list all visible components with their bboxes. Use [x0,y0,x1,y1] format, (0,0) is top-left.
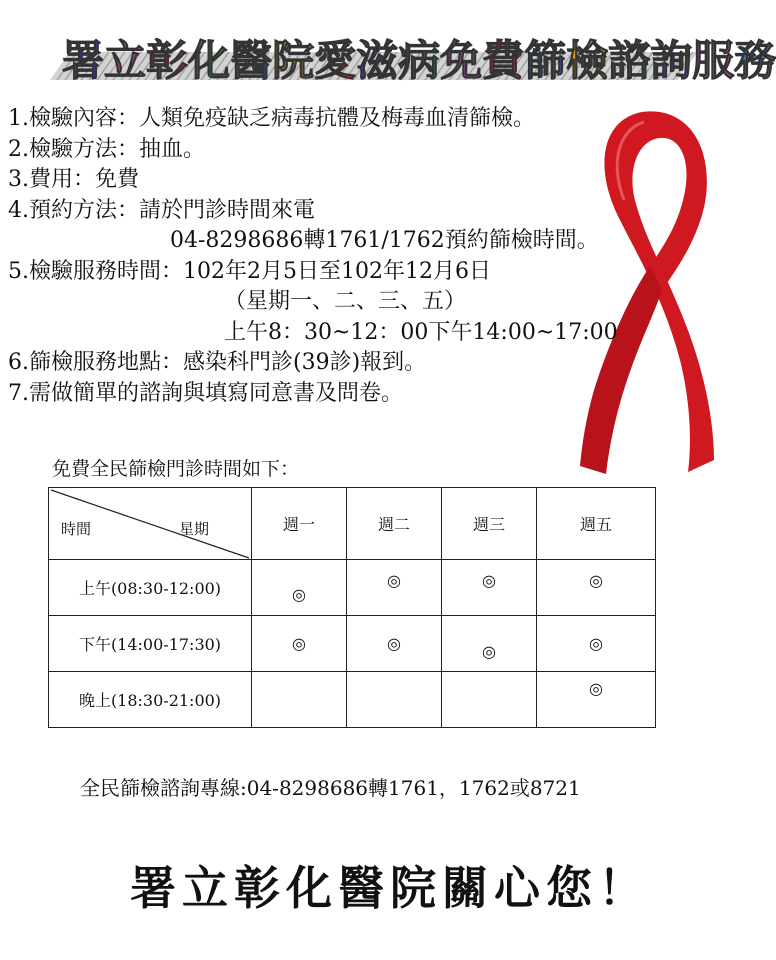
info-item-method: 2.檢驗方法：抽血。 [8,136,205,162]
row-label: 下午(14:00-17:30) [49,616,252,672]
title-char: 醫 [230,36,273,85]
schedule-mark: ◎ [347,616,442,672]
table-row [49,616,656,672]
title-char: 滋 [356,36,399,85]
schedule-mark [442,672,537,728]
title-char: 費 [482,36,525,85]
schedule-mark: ◎ [252,560,347,616]
title-char: 愛 [314,36,357,85]
corner-weekday-label: 星期 [179,520,210,538]
schedule-heading: 免費全民篩檢門診時間如下： [52,458,300,480]
info-item-booking: 4.預約方法：請於門診時間來電 [8,197,315,223]
title-char: 務 [734,36,776,85]
corner-cell [49,488,252,560]
table-row [49,560,656,616]
title-char: 服 [692,36,735,85]
day-header: 週三 [442,488,537,560]
title-char: 病 [398,36,441,85]
day-header: 週二 [347,488,442,560]
schedule-mark: ◎ [537,560,656,616]
info-item-booking-phone: 04-8298686轉1761/1762預約篩檢時間。 [170,228,599,253]
info-item-service-period: 5.檢驗服務時間：102年2月5日至102年12月6日 [8,258,491,284]
schedule-mark: ◎ [442,560,537,616]
info-item-content: 1.檢驗內容：人類免疫缺乏病毒抗體及梅毒血清篩檢。 [8,106,535,131]
schedule-mark: ◎ [537,672,656,728]
info-item-service-hours: 上午8：30~12：00下午14:00~17:00 [224,319,618,345]
title-char: 免 [440,36,483,85]
day-header: 週一 [252,488,347,560]
schedule-mark: ◎ [252,616,347,672]
title-text [62,28,776,88]
schedule-mark: ◎ [442,616,537,672]
info-list [8,104,618,409]
schedule-mark: ◎ [537,616,656,672]
title-char: 詢 [650,36,693,85]
info-item-service-days: （星期一、二、三、五） [224,289,467,314]
row-label: 晚上(18:30-21:00) [49,672,252,728]
title-char: 彰 [146,36,189,85]
title-char: 署 [62,36,105,85]
schedule-mark [347,672,442,728]
row-label: 上午(08:30-12:00) [49,560,252,616]
schedule-mark [252,672,347,728]
title-char: 檢 [566,36,609,85]
day-header: 週五 [537,488,656,560]
title-char: 諮 [608,36,651,85]
schedule-mark: ◎ [347,560,442,616]
corner-time-label: 時間 [61,520,92,538]
title-char: 院 [272,36,315,85]
hotline-text: 全民篩檢諮詢專線:04-8298686轉1761，1762或8721 [80,776,581,800]
title-char: 立 [104,36,147,85]
info-item-location: 6.篩檢服務地點：感染科門診(39診)報到。 [8,350,427,375]
poster-title [40,26,776,96]
table-row [49,672,656,728]
title-char: 篩 [524,36,567,85]
info-item-fee: 3.費用：免費 [8,167,139,192]
schedule-table [48,487,656,728]
closing-message: 署立彰化醫院關心您！ [130,861,650,915]
table-header-row [49,488,656,560]
title-char: 化 [188,36,231,85]
info-item-questionnaire: 7.需做簡單的諮詢與填寫同意書及問卷。 [8,380,403,406]
